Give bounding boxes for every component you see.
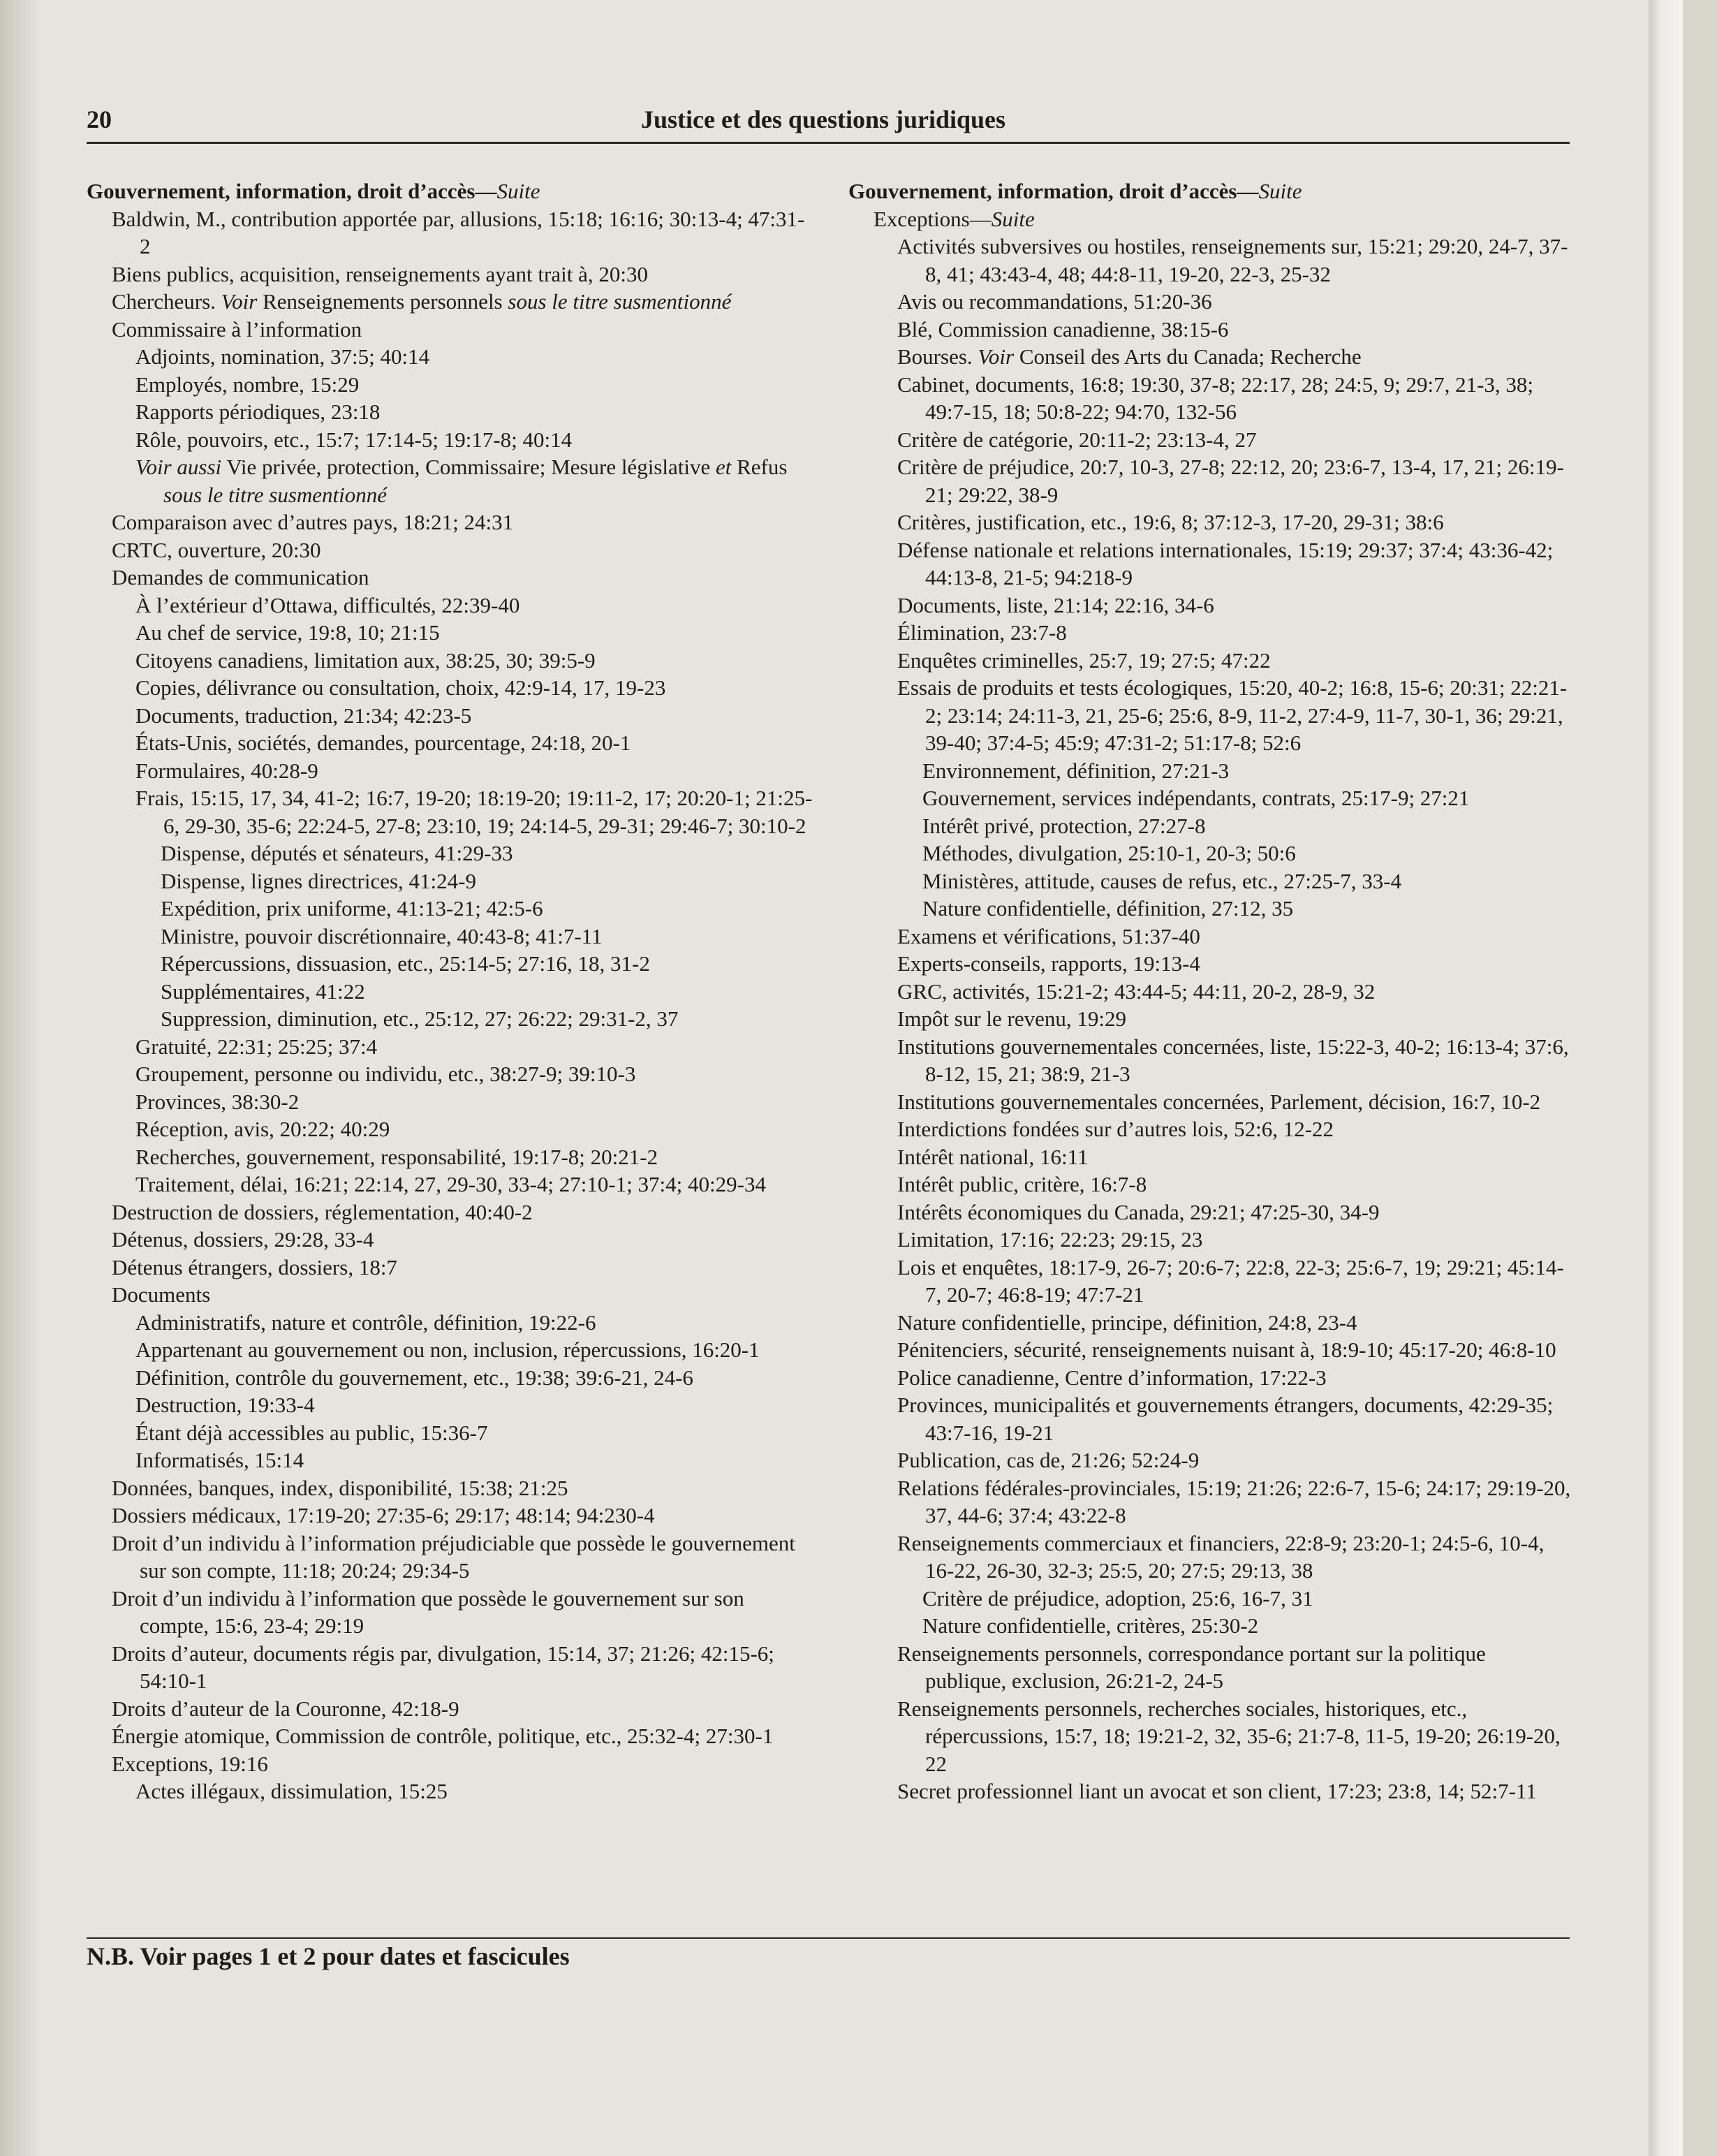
index-entry: Répercussions, dissuasion, etc., 25:14-5; 27:16, 18, 31-2 — [161, 951, 650, 976]
index-entry — [135, 453, 813, 508]
page-left-shadow — [0, 0, 42, 2156]
index-entry-part: et — [715, 455, 732, 479]
index-entry: Nature confidentielle, définition, 27:12, 35 — [922, 896, 1294, 921]
index-entry: Droits d’auteur de la Couronne, 42:18-9 — [112, 1696, 459, 1721]
index-entry: Institutions gouvernementales concernées, Parlement, décision, 16:7, 10-2 — [897, 1089, 1541, 1114]
index-entry: CRTC, ouverture, 20:30 — [112, 537, 321, 562]
index-entry-part: Voir — [978, 344, 1015, 369]
index-entry: Défense nationale et relations internationales, 15:19; 29:37; 37:4; 43:36-42; 44:13-8, 21-5; 94:218-9 — [897, 537, 1554, 589]
index-entry: Commissaire à l’information — [112, 316, 362, 342]
index-entry: Droits d’auteur, documents régis par, divulgation, 15:14, 37; 21:26; 42:15-6; 54:10-1 — [112, 1641, 774, 1693]
index-entry: Institutions gouvernementales concernées, liste, 15:22-3, 40-2; 16:13-4; 37:6, 8-12, 15, 21; 38:9, 21-3 — [897, 1034, 1569, 1086]
index-entry: Intérêts économiques du Canada, 29:21; 47:25-30, 34-9 — [897, 1199, 1380, 1224]
index-entry: Définition, contrôle du gouvernement, etc., 19:38; 39:6-21, 24-6 — [135, 1365, 693, 1390]
left-column — [87, 177, 813, 1805]
index-entry: Rapports périodiques, 23:18 — [135, 399, 381, 424]
index-entry: Dispense, lignes directrices, 41:24-9 — [161, 868, 476, 893]
index-entry: Gratuité, 22:31; 25:25; 37:4 — [135, 1034, 378, 1059]
index-entry: À l’extérieur d’Ottawa, difficultés, 22:39-40 — [135, 592, 520, 617]
index-entry: Frais, 15:15, 17, 34, 41-2; 16:7, 19-20; 18:19-20; 19:11-2, 17; 20:20-1; 21:25-6, 29-30, 35-6; 22:24-5, 27-8; 23:10, 19; 24:14-5, 29-31; 29:46-7; 30:10-2 — [135, 786, 813, 838]
index-entry: Documents, liste, 21:14; 22:16, 34-6 — [897, 592, 1214, 617]
index-entry: Suppression, diminution, etc., 25:12, 27; 26:22; 29:31-2, 37 — [161, 1006, 679, 1031]
index-entry: Renseignements personnels, correspondance portant sur la politique publique, exclusion, 26:21-2, 24-5 — [897, 1641, 1486, 1693]
index-entry: Rôle, pouvoirs, etc., 15:7; 17:14-5; 19:17-8; 40:14 — [135, 427, 573, 452]
index-entry: Demandes de communication — [112, 565, 369, 589]
index-entry: États-Unis, sociétés, demandes, pourcentage, 24:18, 20-1 — [135, 731, 631, 755]
index-entry: Documents, traduction, 21:34; 42:23-5 — [135, 703, 472, 728]
index-entry: Impôt sur le revenu, 19:29 — [897, 1006, 1127, 1031]
index-entry: Expédition, prix uniforme, 41:13-21; 42:5-6 — [161, 896, 543, 921]
index-entry: Méthodes, divulgation, 25:10-1, 20-3; 50:6 — [922, 841, 1296, 865]
index-entry: Réception, avis, 20:22; 40:29 — [135, 1117, 390, 1141]
index-entry: Informatisés, 15:14 — [135, 1448, 304, 1472]
index-entry-part: Vie privée, protection, Commissaire; Mesure législative — [221, 455, 716, 479]
index-entry: Groupement, personne ou individu, etc., 38:27-9; 39:10-3 — [135, 1062, 636, 1086]
running-title: Justice et des questions juridiques — [640, 105, 1006, 133]
index-entry: Copies, délivrance ou consultation, choix, 42:9-14, 17, 19-23 — [135, 675, 666, 700]
index-entry: Recherches, gouvernement, responsabilité, 19:17-8; 20:21-2 — [135, 1144, 658, 1169]
index-entry-part: sous le titre susmentionné — [508, 289, 732, 314]
left-column-heading: Gouvernement, information, droit d’accès—Suite — [87, 179, 540, 203]
index-entry: Droit d’un individu à l’information que possède le gouvernement sur son compte, 15:6, 23-4; 29:19 — [112, 1585, 744, 1638]
index-entry-part: Renseignements personnels — [257, 289, 508, 314]
index-entry: Droit d’un individu à l’information préjudiciable que possède le gouvernement sur son compte, 11:18; 20:24; 29:34-5 — [112, 1530, 795, 1583]
index-entry-part: Bourses. — [897, 344, 978, 369]
index-entry: Blé, Commission canadienne, 38:15-6 — [897, 316, 1229, 342]
index-entry: Intérêt privé, protection, 27:27-8 — [922, 813, 1206, 838]
index-entry: Adjoints, nomination, 37:5; 40:14 — [135, 344, 430, 369]
index-entry-part: Voir — [221, 289, 258, 314]
index-entry: Publication, cas de, 21:26; 52:24-9 — [897, 1448, 1200, 1472]
index-entry: Administratifs, nature et contrôle, définition, 19:22-6 — [135, 1310, 596, 1335]
index-entry: Intérêt national, 16:11 — [897, 1144, 1089, 1169]
index-entry: Étant déjà accessibles au public, 15:36-7 — [135, 1420, 488, 1445]
index-entry: Supplémentaires, 41:22 — [161, 978, 365, 1004]
right-entries — [848, 205, 1571, 1805]
index-entry: Énergie atomique, Commission de contrôle, politique, etc., 25:32-4; 27:30-1 — [112, 1724, 774, 1748]
index-entry: Interdictions fondées sur d’autres lois, 52:6, 12-22 — [897, 1117, 1334, 1141]
index-entry: Police canadienne, Centre d’information, 17:22-3 — [897, 1365, 1327, 1390]
index-entry: Examens et vérifications, 51:37-40 — [897, 923, 1200, 948]
index-entry: Comparaison avec d’autres pays, 18:21; 24:31 — [112, 510, 514, 534]
index-entry: Secret professionnel liant un avocat et son client, 17:23; 23:8, 14; 52:7-11 — [897, 1779, 1537, 1803]
index-entry-part: sous le titre susmentionné — [163, 482, 388, 507]
index-entry-part: Chercheurs. — [112, 289, 221, 314]
index-entry: Experts-conseils, rapports, 19:13-4 — [897, 951, 1200, 976]
index-entry: Détenus, dossiers, 29:28, 33-4 — [112, 1227, 374, 1252]
index-entry: Documents — [112, 1282, 211, 1307]
index-entry: Critère de catégorie, 20:11-2; 23:13-4, 27 — [897, 427, 1257, 452]
index-entry: Formulaires, 40:28-9 — [135, 758, 318, 783]
footer-rule — [87, 1937, 1570, 1939]
index-entry: Intérêt public, critère, 16:7-8 — [897, 1172, 1147, 1196]
page-number: 20 — [87, 105, 112, 133]
index-entry: Appartenant au gouvernement ou non, inclusion, répercussions, 16:20-1 — [135, 1337, 760, 1362]
index-entry — [874, 205, 1571, 233]
index-entry: Pénitenciers, sécurité, renseignements nuisant à, 18:9-10; 45:17-20; 46:8-10 — [897, 1337, 1556, 1362]
index-entry: Au chef de service, 19:8, 10; 21:15 — [135, 620, 440, 645]
index-entry: Activités subversives ou hostiles, renseignements sur, 15:21; 29:20, 24-7, 37-8, 41; 43:43-4, 48; 44:8-11, 19-20, 22-3, 25-32 — [897, 234, 1568, 286]
index-entry: Employés, nombre, 15:29 — [135, 372, 360, 397]
index-entry — [897, 343, 1571, 371]
index-entry: Biens publics, acquisition, renseignements ayant trait à, 20:30 — [112, 261, 648, 286]
header-rule — [87, 142, 1570, 144]
index-entry: Cabinet, documents, 16:8; 19:30, 37-8; 22:17, 28; 24:5, 9; 29:7, 21-3, 38; 49:7-15, 18; 50:8-22; 94:70, 132-56 — [897, 372, 1534, 424]
index-entry: Baldwin, M., contribution apportée par, allusions, 15:18; 16:16; 30:13-4; 47:31-2 — [112, 206, 805, 258]
index-entry-part: Suite — [991, 206, 1035, 231]
left-entries — [87, 205, 813, 1805]
index-entry: Renseignements personnels, recherches sociales, historiques, etc., répercussions, 15:7, 18; 19:21-2, 32, 35-6; 21:7-8, 11-5, 19-20; 26:19-20, 22 — [897, 1696, 1561, 1776]
index-entry: GRC, activités, 15:21-2; 43:44-5; 44:11, 20-2, 28-9, 32 — [897, 978, 1376, 1004]
index-entry: Lois et enquêtes, 18:17-9, 26-7; 20:6-7; 22:8, 22-3; 25:6-7, 19; 29:21; 45:14-7, 20-7; 46:8-19; 47:7-21 — [897, 1254, 1564, 1307]
index-entry: Citoyens canadiens, limitation aux, 38:25, 30; 39:5-9 — [135, 647, 596, 673]
index-entry: Données, banques, index, disponibilité, 15:38; 21:25 — [112, 1475, 568, 1500]
index-entry: Essais de produits et tests écologiques, 15:20, 40-2; 16:8, 15-6; 20:31; 22:21-2; 23:14; 24:11-3, 21, 25-6; 25:6, 8-9, 11-2, 27:4-9, 11-7, 30-1, 36; 29:21, 39-40; 37:4-5; 45:9; 47:31-2; 51:17-8; 52:6 — [897, 675, 1568, 755]
index-entry: Nature confidentielle, critères, 25:30-2 — [922, 1613, 1259, 1638]
index-entry: Provinces, 38:30-2 — [135, 1089, 300, 1114]
index-entry: Gouvernement, services indépendants, contrats, 25:17-9; 27:21 — [922, 786, 1470, 810]
index-entry: Dossiers médicaux, 17:19-20; 27:35-6; 29:17; 48:14; 94:230-4 — [112, 1503, 655, 1527]
index-entry: Élimination, 23:7-8 — [897, 620, 1067, 645]
index-entry: Dispense, députés et sénateurs, 41:29-33 — [161, 841, 513, 865]
index-entry: Critère de préjudice, adoption, 25:6, 16-7, 31 — [922, 1585, 1313, 1611]
page-header — [87, 105, 1560, 144]
index-entry — [112, 288, 813, 316]
index-entry-part: Conseil des Arts du Canada; Recherche — [1014, 344, 1362, 369]
index-entry: Actes illégaux, dissimulation, 15:25 — [135, 1779, 448, 1803]
index-entry: Destruction, 19:33-4 — [135, 1393, 315, 1417]
index-entry: Renseignements commerciaux et financiers, 22:8-9; 23:20-1; 24:5-6, 10-4, 16-22, 26-30, 32-3; 25:5, 20; 27:5; 29:13, 38 — [897, 1530, 1545, 1583]
index-entry: Avis ou recommandations, 51:20-36 — [897, 289, 1212, 314]
index-entry: Limitation, 17:16; 22:23; 29:15, 23 — [897, 1227, 1203, 1252]
index-entry: Critère de préjudice, 20:7, 10-3, 27-8; 22:12, 20; 23:6-7, 13-4, 17, 21; 26:19-21; 29:22, 38-9 — [897, 455, 1564, 507]
index-entry: Destruction de dossiers, réglementation, 40:40-2 — [112, 1199, 533, 1224]
right-column — [848, 177, 1571, 1805]
footer-note: N.B. Voir pages 1 et 2 pour dates et fascicules — [87, 1942, 570, 1970]
index-entry: Environnement, définition, 27:21-3 — [922, 758, 1230, 783]
index-entry-part: Voir aussi — [135, 455, 222, 479]
index-entry: Critères, justification, etc., 19:6, 8; 37:12-3, 17-20, 29-31; 38:6 — [897, 510, 1444, 534]
index-entry: Détenus étrangers, dossiers, 18:7 — [112, 1254, 397, 1279]
index-entry-part: Refus — [731, 455, 788, 479]
index-entry: Enquêtes criminelles, 25:7, 19; 27:5; 47:22 — [897, 647, 1271, 673]
index-entry: Ministre, pouvoir discrétionnaire, 40:43-8; 41:7-11 — [161, 923, 603, 948]
index-entry: Ministères, attitude, causes de refus, etc., 27:25-7, 33-4 — [922, 868, 1402, 893]
index-entry-part: Exceptions— — [874, 206, 992, 231]
book-gutter — [1649, 0, 1683, 2156]
index-entry: Provinces, municipalités et gouvernements étrangers, documents, 42:29-35; 43:7-16, 19-21 — [897, 1393, 1554, 1445]
index-entry: Relations fédérales-provinciales, 15:19; 21:26; 22:6-7, 15-6; 24:17; 29:19-20, 37, 44-6; 37:4; 43:22-8 — [897, 1475, 1571, 1527]
index-entry: Exceptions, 19:16 — [112, 1751, 268, 1776]
index-entry: Nature confidentielle, principe, définition, 24:8, 23-4 — [897, 1310, 1357, 1335]
index-entry: Traitement, délai, 16:21; 22:14, 27, 29-30, 33-4; 27:10-1; 37:4; 40:29-34 — [135, 1172, 766, 1196]
right-column-heading: Gouvernement, information, droit d’accès—Suite — [848, 179, 1302, 203]
